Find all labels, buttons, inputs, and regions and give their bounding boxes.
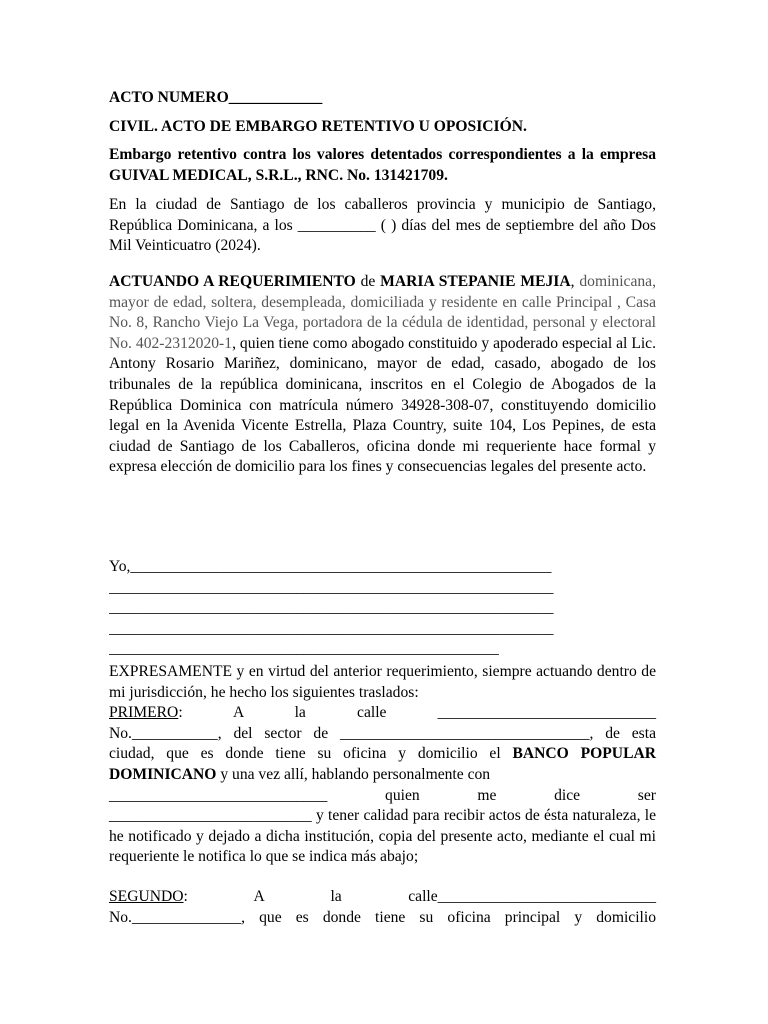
subtitle: Embargo retentivo contra los valores detentados correspondientes a la empresa GUIVAL MEDICAL, S.R.L., RNC. No. 131421709.	[109, 146, 656, 184]
segundo-line	[109, 887, 656, 908]
actuando-rest: , quien tiene como abogado constituido y apoderado especial al Lic. Antony Rosario Mariñez, dominicano, mayor de edad, casado, abogado de los tribunales de la república dominicana, inscritos en el Colegio de Abogados de la República Dominica con matrícula número 34928-308-07, constituyendo domicilio legal en la Avenida Vicente Estrella, Plaza Country, suite 104, Los Pepines, de esta ciudad de Santiago de los Caballeros, oficina donde mi requeriente hace formal y expresa elección de domicilio para los fines y consecuencias legales del presente acto.	[109, 334, 656, 476]
yo-block	[109, 557, 656, 660]
primero-label: PRIMERO	[109, 704, 179, 722]
yo-line: Yo,______________________________________________________	[109, 558, 552, 575]
actuando-de: de	[355, 273, 381, 290]
expresamente-paragraph	[109, 662, 656, 868]
civil-title: CIVIL. ACTO DE EMBARGO RETENTIVO U OPOSICIÓN.	[109, 118, 527, 135]
intro-paragraph: En la ciudad de Santiago de los caballeros provincia y municipio de Santiago, República Dominicana, a los __________ ( ) días del mes de septiembre del año Dos Mil Veinticuatro (2024).	[109, 196, 656, 255]
yo-line: __________________________________________________	[109, 640, 499, 658]
segundo-label: SEGUNDO	[109, 888, 184, 905]
segundo-paragraph	[109, 887, 656, 928]
primero-street: : A la calle ____________________________	[178, 704, 656, 722]
segundo-street: : A la calle____________________________	[183, 888, 656, 905]
yo-line: _________________________________________________________	[109, 619, 554, 637]
actuando-lead: ACTUANDO A REQUERIMIENTO	[109, 273, 356, 290]
expresamente-intro: EXPRESAMENTE y en virtud del anterior requerimiento, siempre actuando dentro de mi jurisdicción, he hecho los siguientes traslados:	[109, 663, 656, 701]
yo-line: _________________________________________________________	[109, 599, 554, 617]
quien-line: ____________________________ quien me dice ser	[109, 786, 656, 804]
yo-line: _________________________________________________________	[109, 578, 554, 596]
client-details: dominicana, mayor de edad, soltera, desempleada, domiciliada y residente en calle Principal , Casa No. 8, Rancho Viejo La Vega, portadora de la cédula de identidad, personal y electoral No. 402-2312020-1	[109, 273, 656, 352]
bank-name: BANCO POPULAR DOMINICANO	[109, 745, 656, 783]
acto-numero: ACTO NUMERO____________	[109, 89, 323, 106]
primero-rest: __________________________ y tener calidad para recibir actos de ésta naturaleza, le he notificado y dejado a dicha institución, copia del presente acto, mediante el cual mi requeriente le notifica lo que se indica más abajo;	[109, 807, 656, 866]
primero-sector: No.___________, del sector de ________________________________, de esta ciudad, que es donde tiene su oficina y domicilio el	[109, 724, 656, 763]
primero-hablando: y una vez allí, hablando personalmente con	[216, 765, 491, 783]
primero-line	[109, 703, 656, 724]
segundo-no-line: No.______________, que es donde tiene su oficina principal y domicilio	[109, 908, 656, 926]
actuando-comma: ,	[570, 273, 575, 290]
actuando-paragraph	[109, 272, 656, 478]
client-name: MARIA STEPANIE MEJIA	[380, 273, 571, 290]
